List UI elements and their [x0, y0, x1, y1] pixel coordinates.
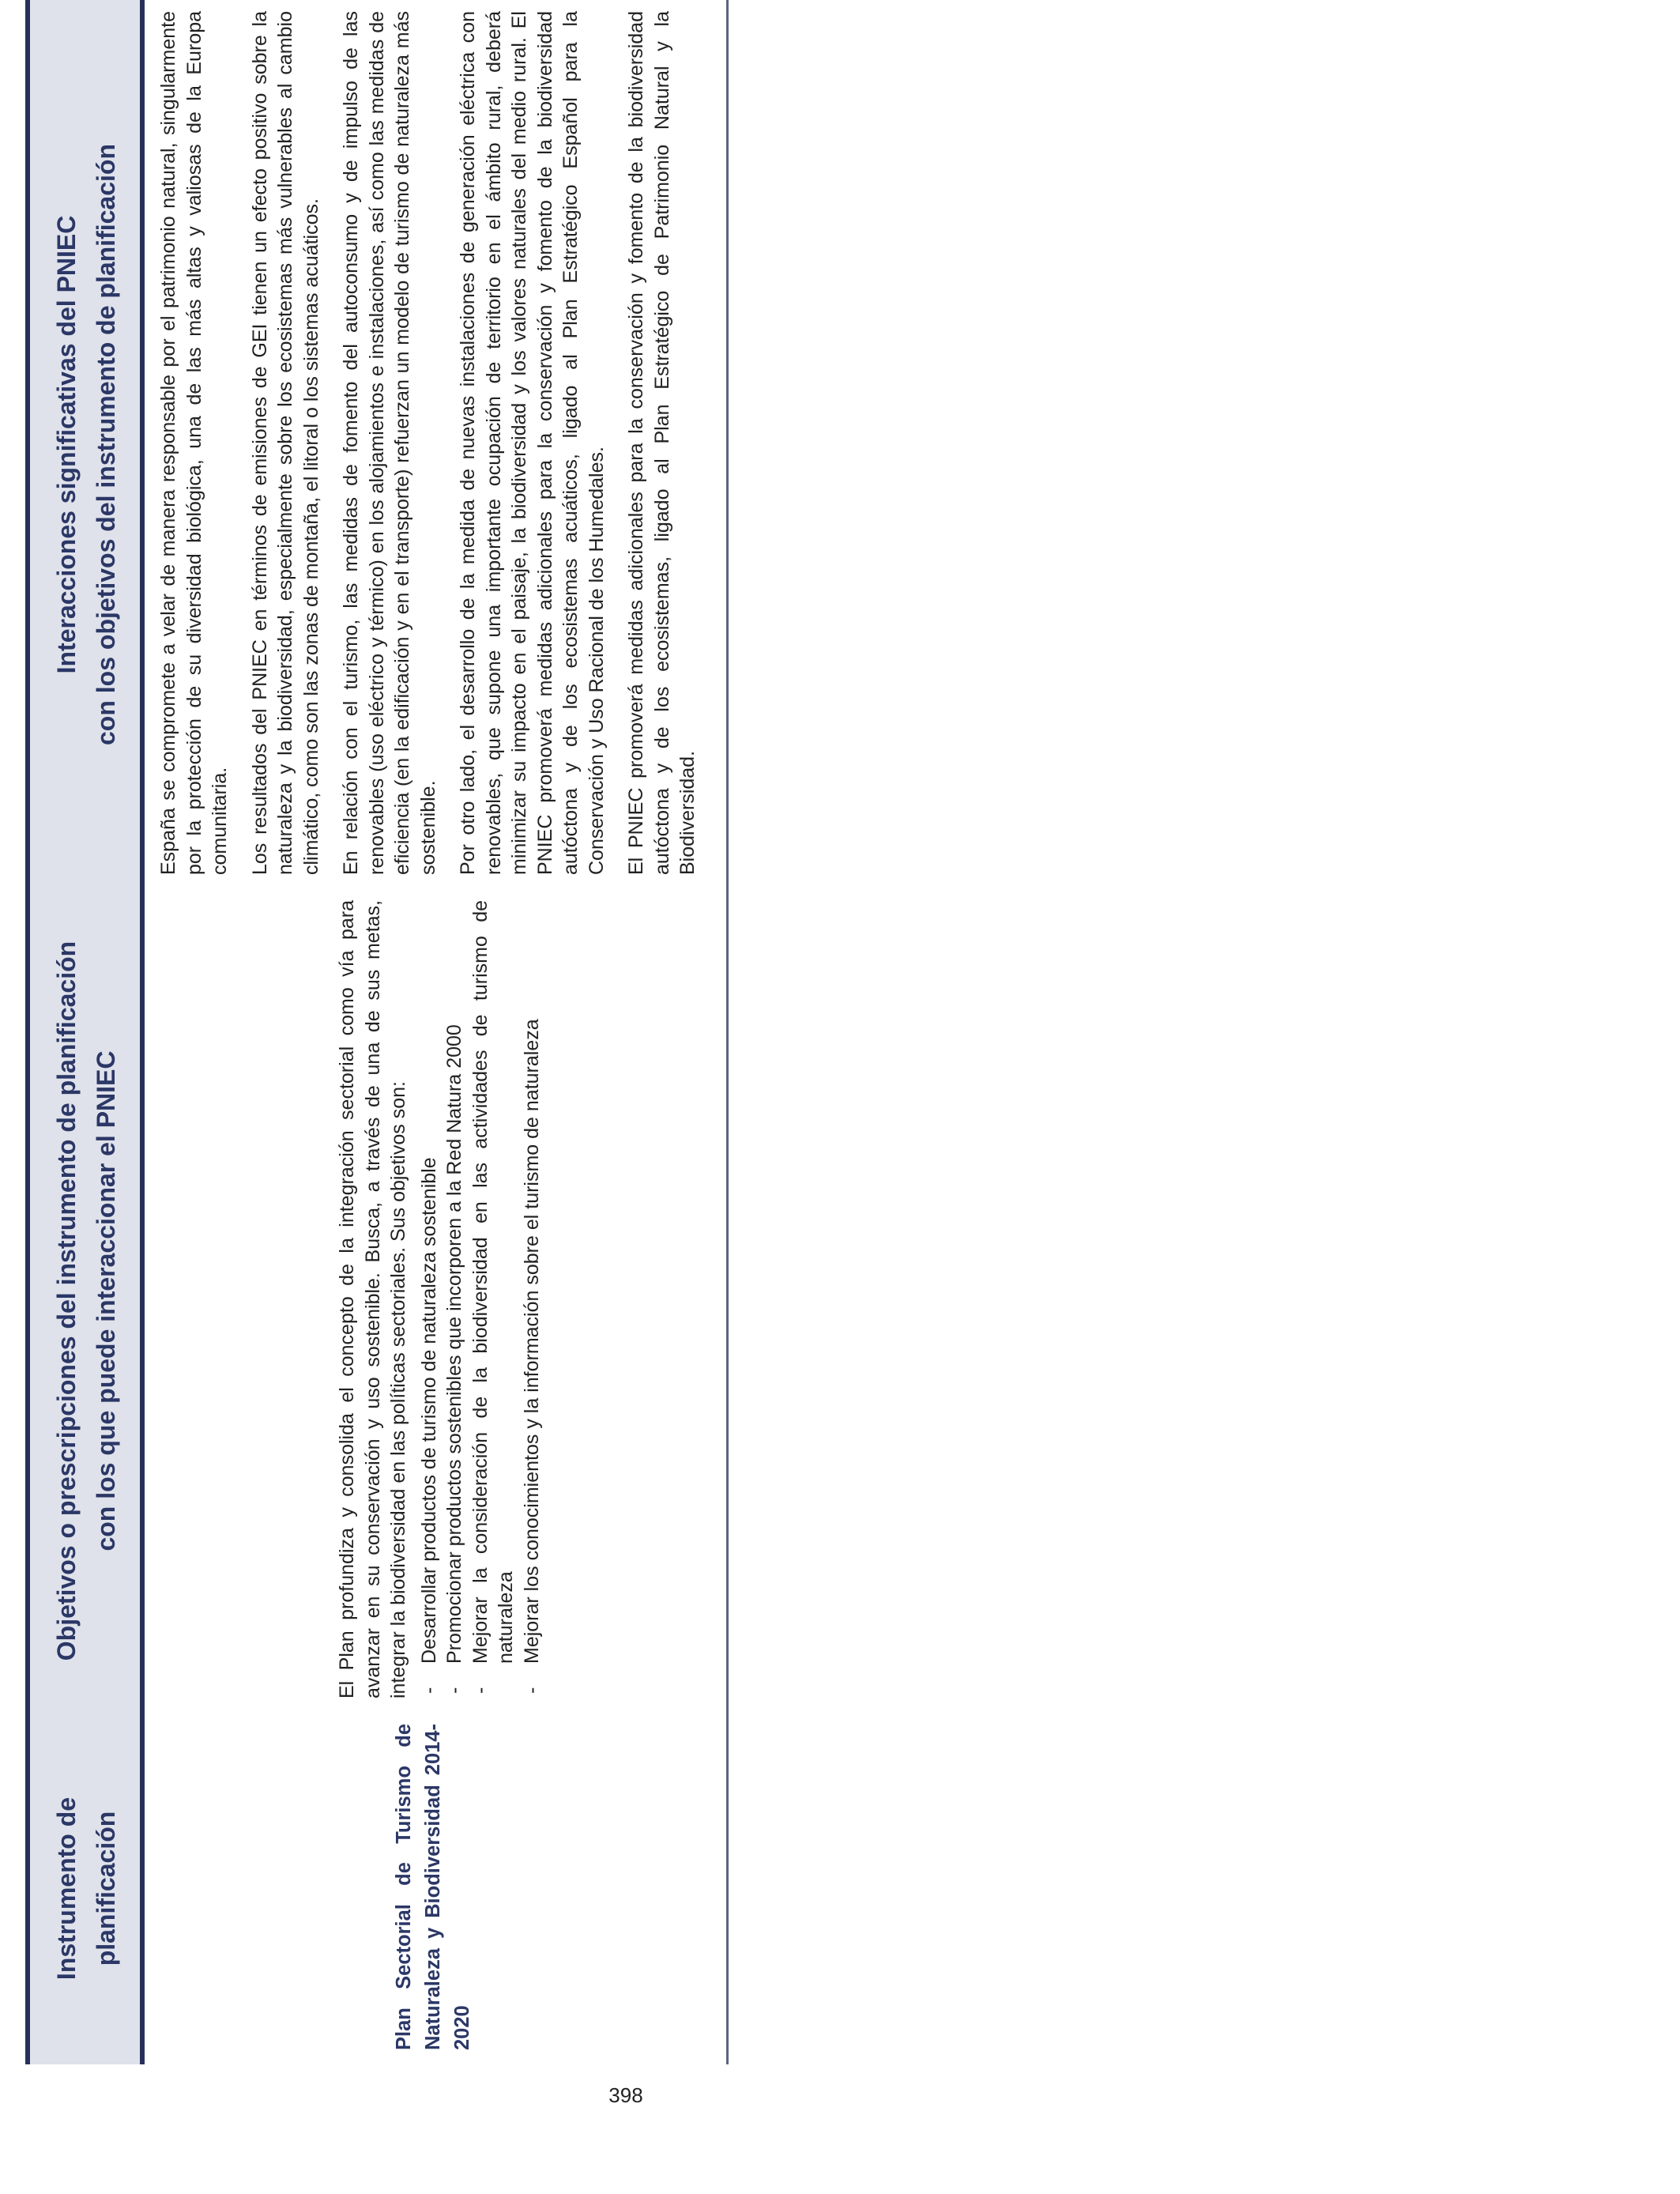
table-header: [28, 0, 142, 2064]
header-instrument-label: Instrumento de planificación: [52, 1796, 120, 1981]
list-item: - Mejorar los conocimientos y la información sobre el turismo de naturaleza: [519, 900, 545, 1698]
interaction-paragraph: Por otro lado, el desarrollo de la medida de nuevas instalaciones de generación eléctrica con renovables, que supone una importante ocupación de territorio en el ámbito rural, deberá minimizar su impacto en el paisaje, la biodiversidad y los valores naturales del medio rural. El PNIEC promoverá medidas adicionales para la conservación y fomento de la biodiversidad autóctona y de los ecosistemas acuáticos, ligado al Plan Estratégico Español para la Conservación y Uso Racional de los Humedales.: [457, 11, 608, 875]
interactions-cell: [142, 0, 727, 889]
header-row: [28, 0, 142, 2064]
objectives-list: [416, 900, 545, 1698]
list-item: - Promocionar productos sostenibles que incorporen a la Red Natura 2000: [442, 900, 468, 1698]
header-objectives-line1: Objetivos o prescripciones del instrumento de planificación: [52, 941, 81, 1661]
interaction-paragraph: España se compromete a velar de manera responsable por el patrimonio natural, singularmente por la protección de su diversidad biológica, una de las más altas y valiosas de la Europa comunitaria.: [157, 11, 232, 875]
header-objectives-line2: con los que puede interaccionar el PNIEC: [91, 1050, 120, 1551]
instrument-cell: [142, 1713, 727, 2064]
rotated-page-content: [25, 0, 721, 2064]
interaction-paragraph: El PNIEC promoverá medidas adicionales para la conservación y fomento de la biodiversidad autóctona y de los ecosistemas, ligado al Plan Estratégico de Patrimonio Natural y la Biodiversidad.: [625, 11, 699, 875]
interaction-paragraph: Los resultados del PNIEC en términos de emisiones de GEI tienen un efecto positivo sobre la naturaleza y la biodiversidad, especialmente sobre los ecosistemas más vulnerables al cambio climático, como son las zonas de montaña, el litoral o los sistemas acuáticos.: [248, 11, 322, 875]
objectives-intro: El Plan profundiza y consolida el concepto de la integración sectorial como vía para avanzar en su conservación y uso sostenible. Busca, a través de una de sus metas, integrar la biodiversidad en las políticas sectoriales. Sus objetivos son:: [336, 900, 410, 1698]
list-item: - Desarrollar productos de turismo de naturaleza sostenible: [416, 900, 443, 1698]
header-interactions-line1: Interacciones significativas del PNIEC: [52, 215, 81, 674]
table-row: [142, 0, 727, 2064]
header-interactions-line2: con los objetivos del instrumento de planificación: [91, 144, 120, 745]
header-instrument: [28, 1713, 142, 2064]
planning-instruments-table: [25, 0, 729, 2064]
page-number: 398: [608, 2083, 643, 2107]
plan-name: Plan Sectorial de Turismo de Naturaleza y Biodiversidad 2014-2020: [393, 1724, 474, 2050]
header-interactions: [28, 0, 142, 889]
list-item: - Mejorar la consideración de la biodiversidad en las actividades de turismo de naturaleza: [468, 900, 519, 1698]
header-objectives: [28, 889, 142, 1713]
objectives-cell: [142, 889, 727, 1713]
interaction-paragraph: En relación con el turismo, las medidas de fomento del autoconsumo y de impulso de las renovables (uso eléctrico y térmico) en los alojamientos e instalaciones, así como las medidas de eficiencia (en la edificación y en el transporte) refuerzan un modelo de turismo de naturaleza más sostenible.: [340, 11, 439, 875]
